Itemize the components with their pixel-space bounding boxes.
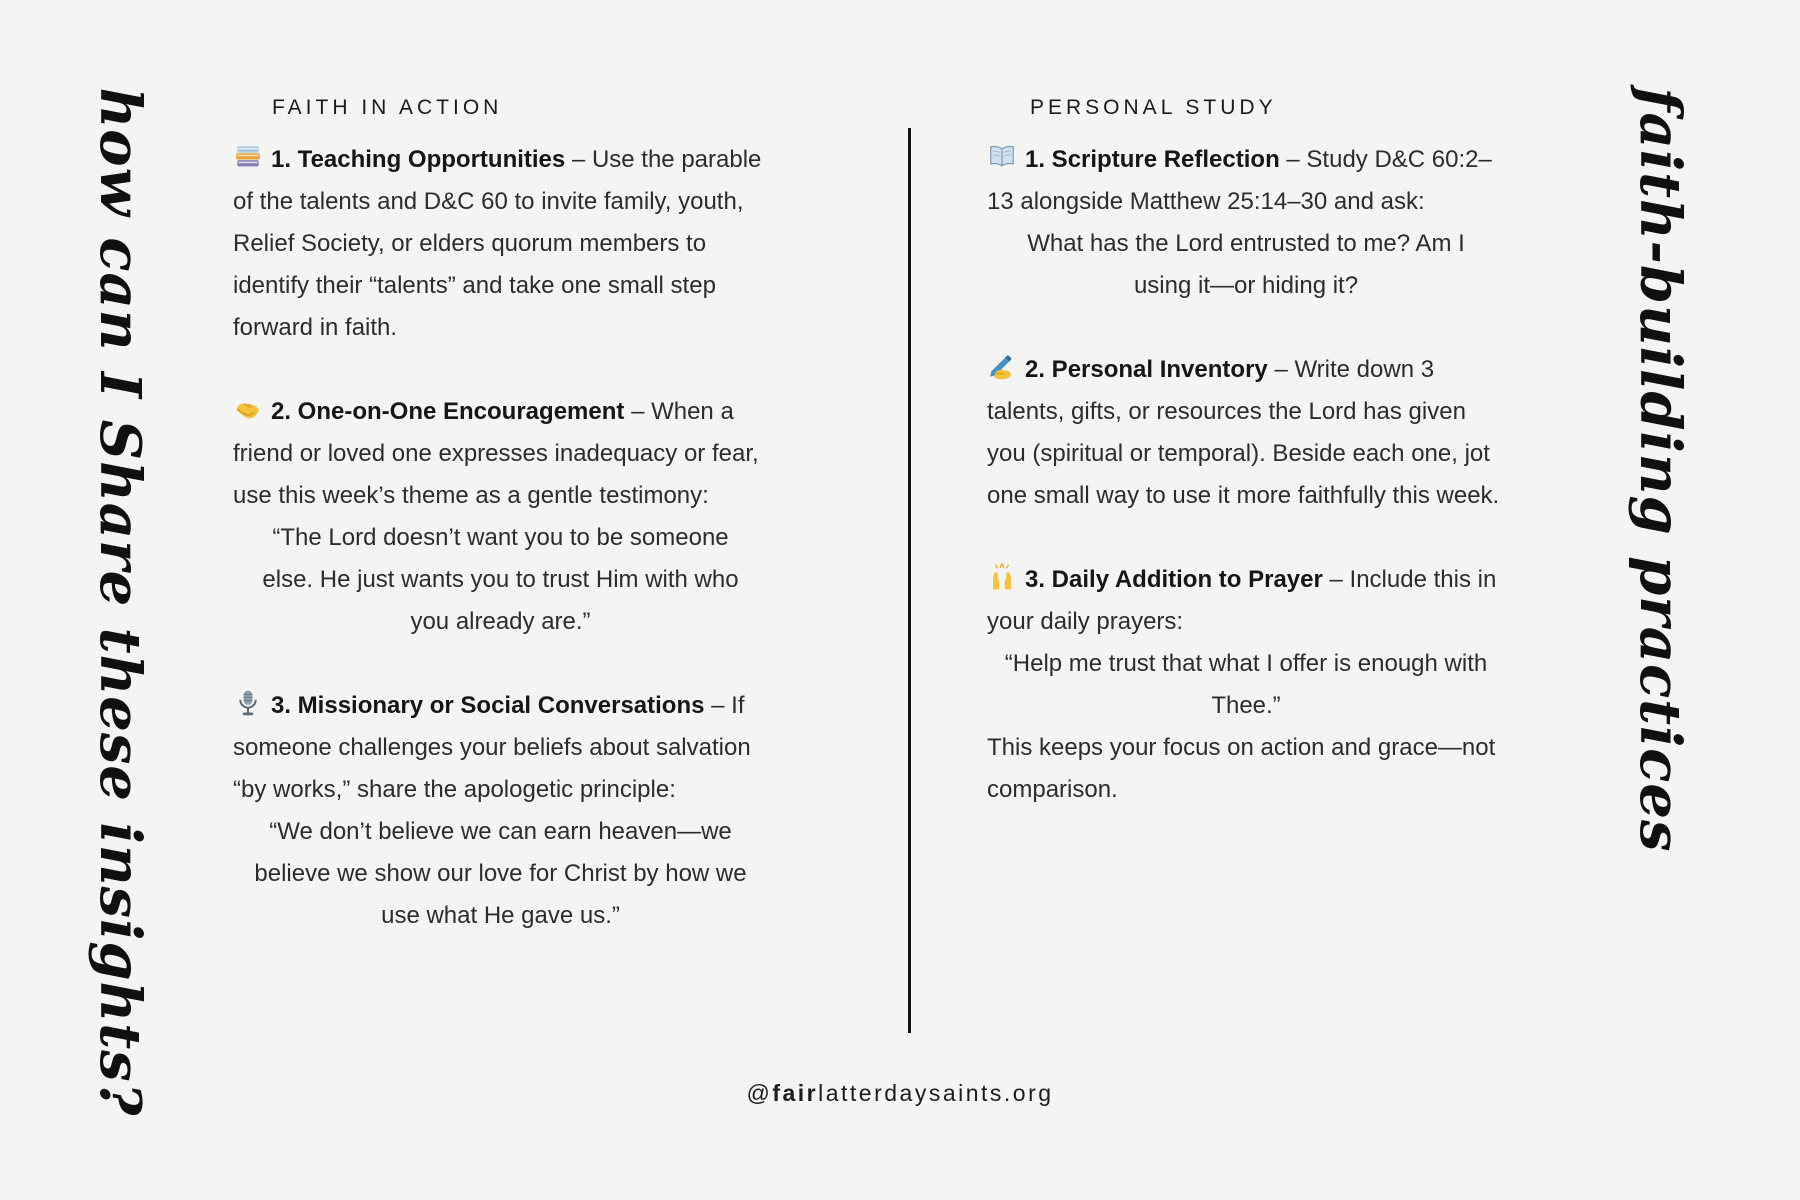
item-title: 3. Daily Addition to Prayer [1025, 566, 1323, 593]
raising-hands-icon [987, 562, 1017, 592]
open-book-icon [987, 142, 1017, 172]
item-body [233, 139, 768, 349]
practice-item-encouragement [233, 391, 768, 643]
item-lead: – When a friend or loved one expresses inadequacy or fear, use this week’s theme as a gentle testimony: [233, 398, 759, 509]
item-lead: – If someone challenges your beliefs about salvation “by works,” share the apologetic principle: [233, 692, 751, 803]
item-title: 3. Missionary or Social Conversations [271, 692, 705, 719]
faith-in-action-header: FAITH IN ACTION [272, 96, 503, 119]
item-lead: – Use the parable of the talents and D&C 60 to invite family, youth, Relief Society, or elders quorum members to identify their “talents” and take one small step forward in faith. [233, 146, 762, 341]
practice-item-inventory [987, 349, 1505, 517]
column-divider [908, 128, 911, 1033]
item-title: 2. One-on-One Encouragement [271, 398, 625, 425]
left-margin-script-text: how can I Share these insights? [87, 87, 153, 1117]
item-title: 2. Personal Inventory [1025, 356, 1268, 383]
item-body [987, 559, 1505, 643]
practice-item-conversations [233, 685, 768, 937]
practice-item-scripture [987, 139, 1505, 307]
footer-domain: latterdaysaints.org [818, 1080, 1054, 1106]
item-body [233, 391, 768, 517]
faith-in-action-column [233, 139, 768, 979]
item-title: 1. Teaching Opportunities [271, 146, 566, 173]
books-icon [233, 142, 263, 172]
item-body [233, 685, 768, 811]
item-lead: – Include this in your daily prayers: [987, 566, 1497, 635]
writing-hand-icon [987, 352, 1017, 382]
item-tail: This keeps your focus on action and grace—not comparison. [987, 734, 1496, 803]
item-quote: What has the Lord entrusted to me? Am I using it—or hiding it? [1027, 230, 1465, 299]
item-title: 1. Scripture Reflection [1025, 146, 1280, 173]
personal-study-column [987, 139, 1505, 853]
footer-brand: fair [772, 1080, 819, 1106]
microphone-icon [233, 688, 263, 718]
item-body [987, 139, 1505, 223]
item-quote: “The Lord doesn’t want you to be someone else. He just wants you to trust Him with who you already are.” [262, 524, 739, 635]
practice-item-prayer [987, 559, 1505, 811]
footer-at: @ [746, 1080, 773, 1106]
personal-study-header: PERSONAL STUDY [1030, 96, 1277, 119]
item-quote: “Help me trust that what I offer is enough with Thee.” [1004, 650, 1488, 719]
item-lead: – Write down 3 talents, gifts, or resources the Lord has given you (spiritual or temporal). Beside each one, jot one small way to use it more faithfully this week. [987, 356, 1500, 509]
item-quote: “We don’t believe we can earn heaven—we believe we show our love for Christ by how we use what He gave us.” [254, 818, 747, 929]
right-margin-script-text: faith-building practices [1627, 87, 1693, 853]
practice-item-teaching [233, 139, 768, 349]
handshake-icon [233, 394, 263, 424]
footer-handle [0, 1080, 1800, 1107]
item-body [987, 349, 1505, 517]
item-lead: – Study D&C 60:2–13 alongside Matthew 25:14–30 and ask: [987, 146, 1492, 215]
